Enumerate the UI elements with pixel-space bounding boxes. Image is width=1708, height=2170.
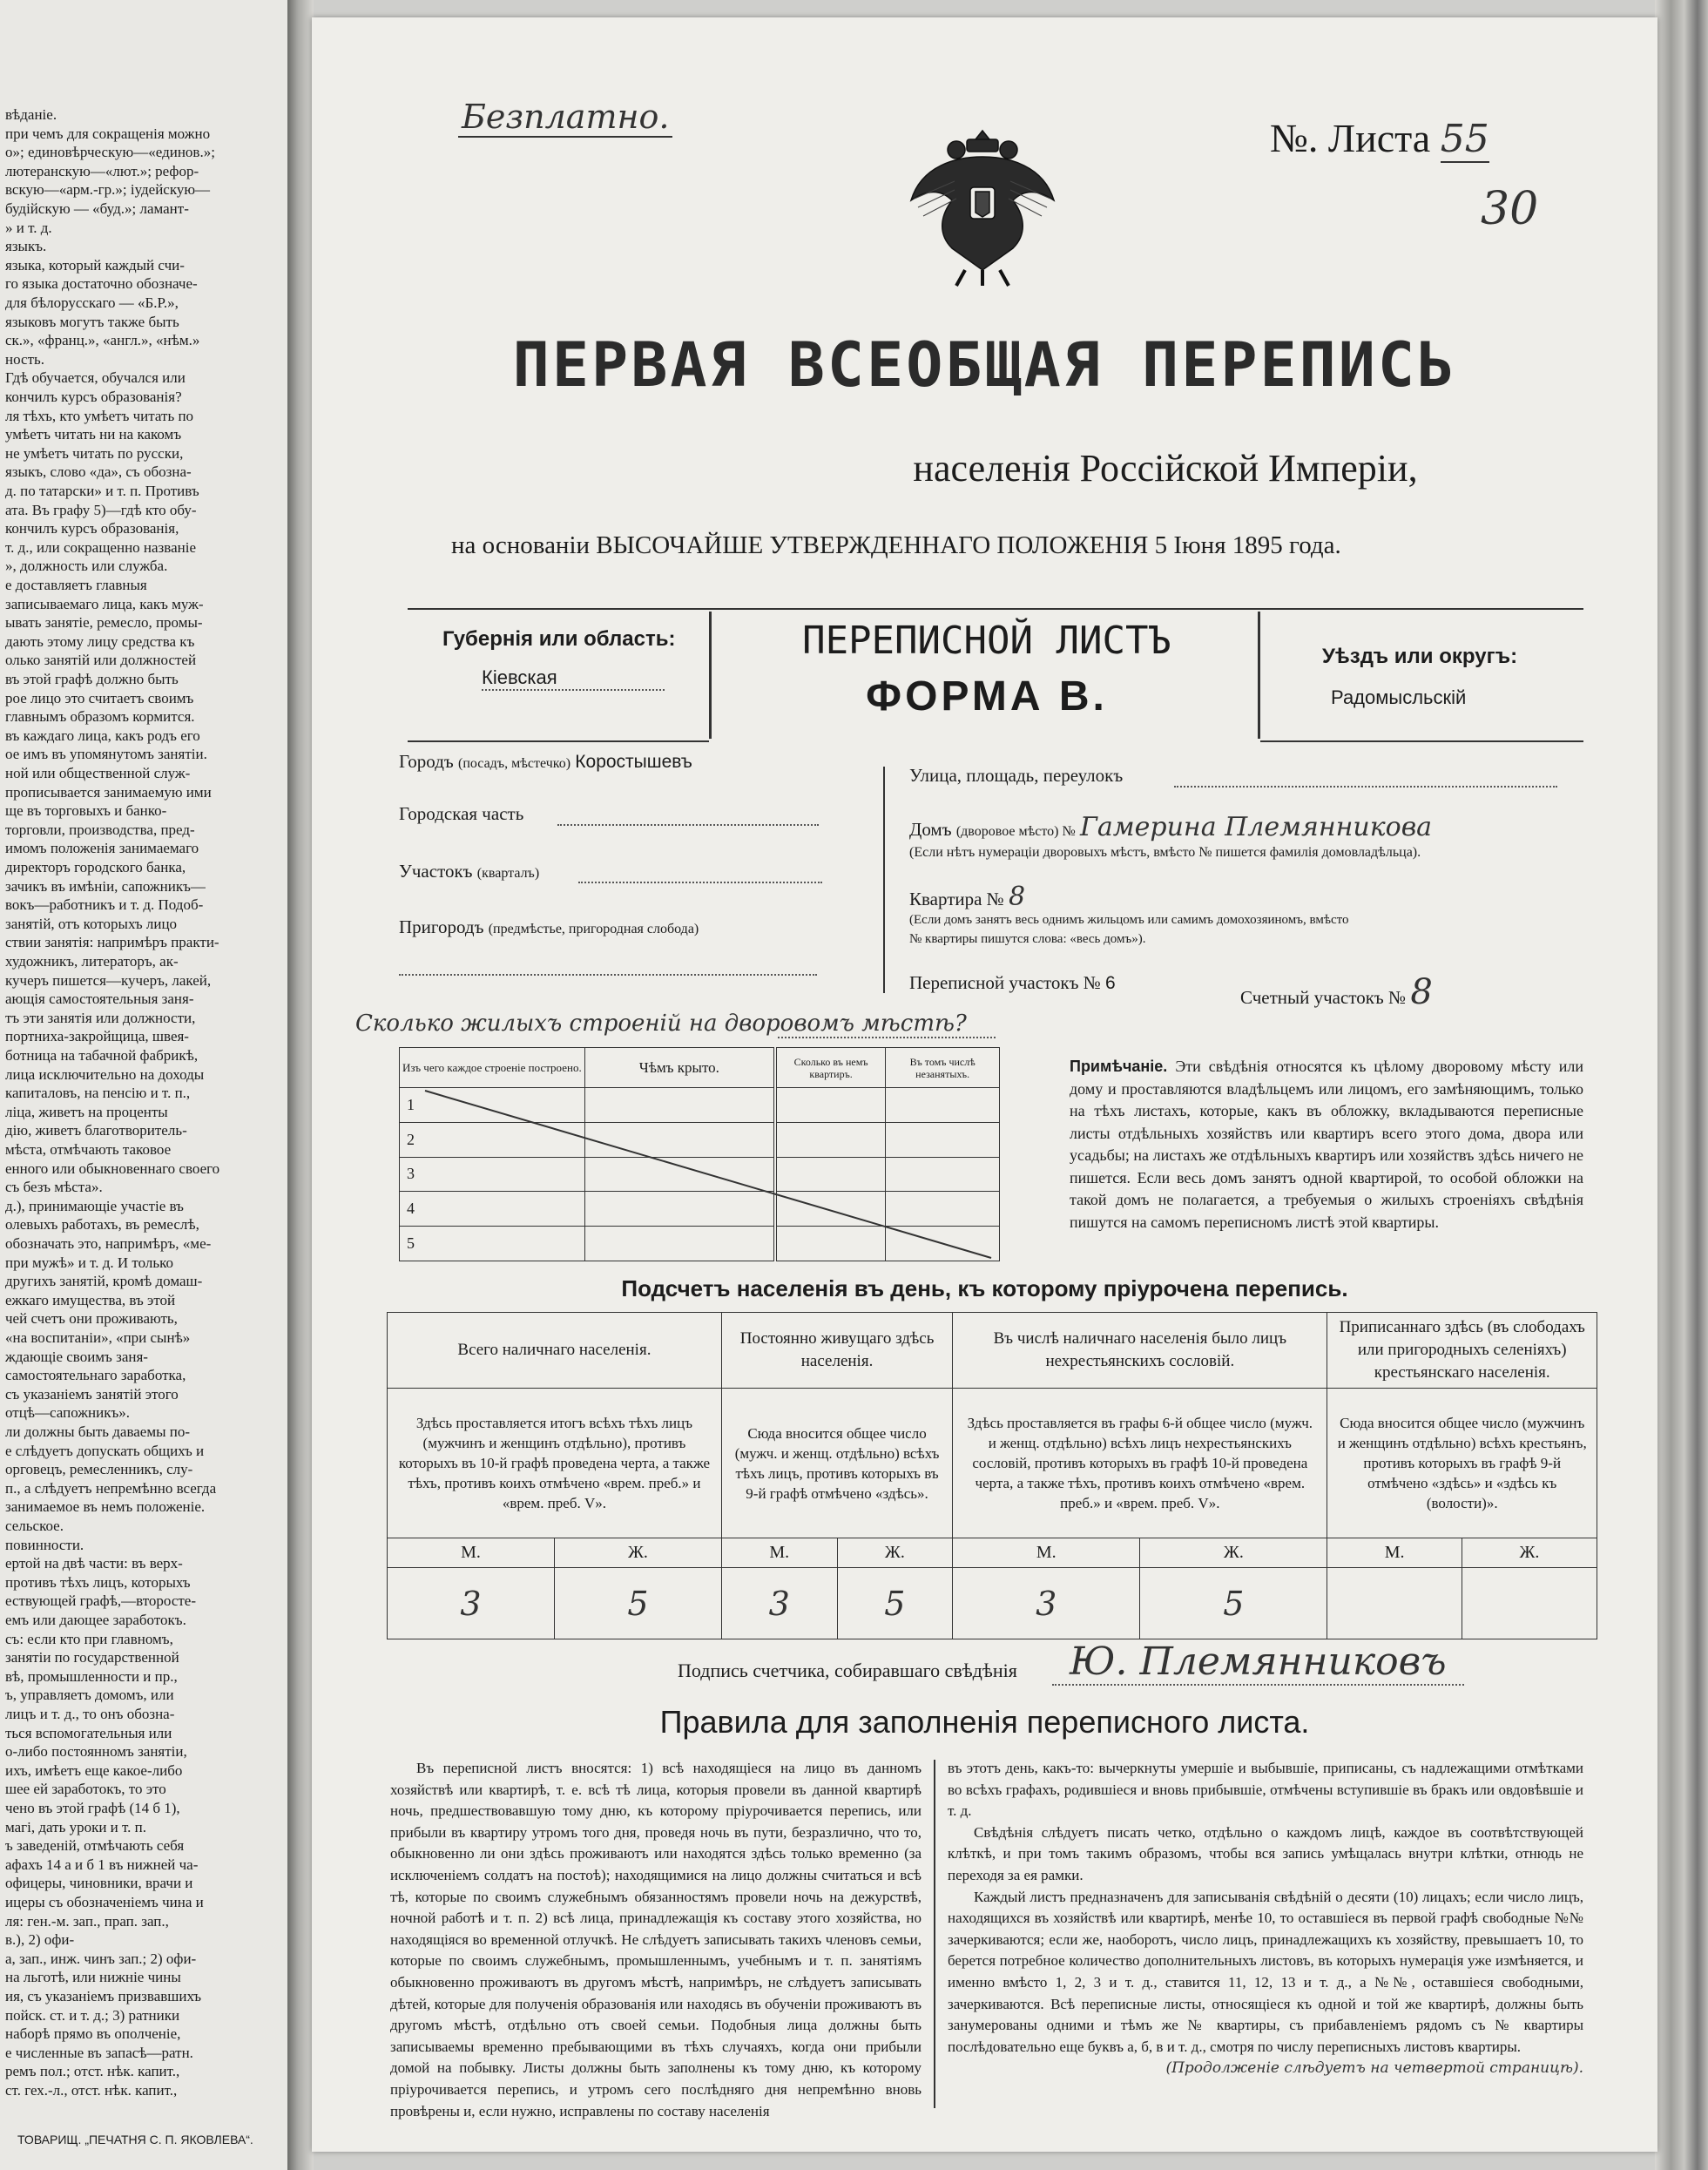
population-col-head: Постоянно живущаго здѣсь населенія. [721, 1313, 952, 1389]
apartment-value: 8 [1008, 882, 1026, 912]
left-page-line: Гдѣ обучается, обучался или [5, 369, 186, 387]
left-page-line: сельское. [5, 1518, 64, 1534]
left-page-line: на льготѣ, или нижніе чины [5, 1969, 181, 1986]
rules-right-paragraph: въ этотъ день, какъ-то: вычеркнуты умершіе и выбывшіе, приписаны, съ надлежащими отмѣтками во всѣхъ графахъ, родившіеся и вновь прибывшіе, отмѣчены вступившіе въ бракъ или овдовѣвшіе и т. д. [948, 1760, 1583, 1820]
left-page-line: пойск. ст. и т. д.; 3) ратники [5, 2006, 180, 2024]
street-label: Улица, площадь, переулокъ [909, 765, 1124, 786]
left-page-line: «на воспитаніи», «при сынѣ» [5, 1329, 191, 1346]
left-page-line: кончилъ курсъ образованія, [5, 520, 179, 537]
left-page-line: ще въ торговыхъ и банко- [5, 802, 167, 820]
suburb-line [399, 974, 817, 976]
apartment-hint-2: № квартиры пишутся слова: «весь домъ»). [909, 932, 1146, 946]
rules-right-paragraph: Свѣдѣнія слѣдуетъ писать четко, отдѣльно о каждомъ лицѣ, каждое въ соотвѣтствующей клѣткѣ, и при томъ такимъ образомъ, чтобы вся запись умѣщалась внутри клѣтки, отнюдь не переходя за ея рамки. [948, 1823, 1583, 1883]
left-page-line: о-либо постоянномъ занятіи, [5, 1743, 187, 1761]
legal-basis: на основаніи ВЫСОЧАЙШЕ УТВЕРЖДЕННАГО ПОЛОЖЕНІЯ 5 Іюня 1895 года. [451, 531, 1341, 559]
form-heading: ПЕРЕПИСНОЙ ЛИСТЪ [802, 619, 1171, 663]
left-page-line: » и т. д. [5, 219, 52, 236]
left-page-line: ст. гех.-л., отст. нѣк. капит., [5, 2082, 178, 2099]
left-page-line: языка, который каждый счи- [5, 256, 185, 274]
printer-imprint: ТОВАРИЩ. „ПЕЧАТНЯ С. П. ЯКОВЛЕВА“. [17, 2133, 253, 2146]
left-page-line: т. д., или сокращенно названіе [5, 538, 196, 556]
left-page-line: ое имъ въ упомянутомъ занятіи. [5, 746, 207, 763]
left-page-strip [0, 0, 290, 2170]
left-page-line: е численные въ запасѣ—ратн. [5, 2044, 193, 2061]
population-col-body: Здѣсь проставляется итогъ всѣхъ тѣхъ лицъ (мужчинъ и женщинъ отдѣльно), противъ которыхъ въ 10-й графѣ проведена черта, а также тѣхъ, противъ коихъ отмѣчено «врем. преб.» и «врем. преб. V». [388, 1389, 722, 1538]
rules-continued: (Продолженіе слѣдуетъ на четвертой страницѣ). [1165, 2059, 1583, 2078]
left-page-line: мѣста, отмѣчають таковое [5, 1141, 172, 1158]
sheet-number [1270, 115, 1489, 161]
left-page-line: », должность или служба. [5, 558, 168, 575]
rules-left-column: Въ переписной листъ вносятся: 1) всѣ находящіеся на лицо въ данномъ хозяйствѣ или квартирѣ, т. е. всѣ тѣ лица, которыя провели въ данной квартирѣ ночь, предшествовавшую тому дню, къ которому пріурочивается перепись, или прибыли въ квартиру утромъ того дня, проведя ночь въ пути, безразлично, что то, обыкновенно ли они здѣсь проживаютъ или находятся здѣсь только временно (за исключеніемъ солдатъ на постоѣ); находящимися на лицо должны считаться и всѣ тѣ, которые по своимъ служебнымъ обязанностямъ провели ночь на дежурствѣ, ночной работѣ и т. п. 2) всѣ лица, принадлежащія къ составу этого хозяйства, но находящіяся во временной отлучкѣ. Не слѣдуетъ записывать такихъ членовъ семьи, которые по своимъ служебнымъ, промышленнымъ, учебнымъ и т. п. занятіямъ обыкновенно проживаютъ въ другомъ мѣстѣ, напримѣръ, не слѣдуетъ записывать дѣтей, которые для полученія образованія или находясь въ обученіи проживаютъ въ другомъ мѣстѣ, отдѣльно отъ своей семьи. Подобныя лица должны быть записываемы временно пребывающими въ тѣхъ случаяхъ, когда они прибыли домой на побывку. Листы должны быть заполнены къ тому дню, къ которому пріурочивается перепись, и утромъ сего послѣдняго дня непремѣнно вновь провѣрены и, если нужно, исправлены по составу населенія [390, 1760, 922, 2119]
left-page-line: при чемъ для сокращенія можно [5, 125, 211, 142]
left-page-line: другихъ занятій, кромѣ домаш- [5, 1273, 203, 1290]
rules-title: Правила для заполненія переписного листа. [659, 1704, 1310, 1740]
population-value-female: 5 [1140, 1568, 1327, 1639]
gubernia-label: Губернія или область: [442, 627, 676, 651]
left-page-line: олевыхъ работахъ, въ ремеслѣ, [5, 1216, 199, 1234]
left-page-line: отцѣ—сапожникъ». [5, 1404, 131, 1422]
buildings-row-number: 5 [400, 1227, 585, 1261]
page-title: ПЕРВАЯ ВСЕОБЩАЯ ПЕРЕПИСЬ [512, 329, 1457, 401]
precinct-note: (кварталъ) [476, 866, 540, 881]
city-part-label: Городская часть [399, 803, 524, 824]
left-page-line: офицеры, чиновники, врачи и [5, 1875, 193, 1892]
census-area-row [909, 972, 1116, 994]
buildings-header: Изъ чего каждое строеніе построено. [400, 1048, 585, 1088]
left-page-line: ной или общественной служ- [5, 765, 191, 781]
left-page-line: о»; единовѣрческую—«единов.»; [5, 144, 215, 161]
left-page-line: емъ или дающее заработокъ. [5, 1612, 186, 1628]
left-page-line: занимаемое въ немъ положеніе. [5, 1498, 206, 1516]
suburb-row [399, 916, 699, 938]
sheet-number-alt: 30 [1481, 183, 1539, 235]
left-page-line: языковъ могутъ также быть [5, 313, 179, 330]
city-note: (посадъ, мѣстечко) [457, 756, 571, 771]
population-col-body: Сюда вносится общее число (мужч. и женщ. отдѣльно) всѣхъ тѣхъ лицъ, противъ которыхъ въ 9-й графѣ отмѣчено «здѣсь». [721, 1389, 952, 1538]
page-gutter [287, 0, 314, 2170]
left-page-line: ежкаго имущества, въ этой [5, 1291, 176, 1308]
left-page-line: ться вспомогательныя или [5, 1724, 172, 1741]
left-page-line: тъ эти занятія или должности, [5, 1009, 196, 1026]
rules-right-paragraph: Каждый листъ предназначенъ для записыванія свѣдѣній о десяти (10) лицахъ; если число лицъ, находящихся въ хозяйствѣ или квартирѣ, менѣе 10, то оставшіеся въ первой графѣ свободные №№ зачеркиваются; если же, наоборотъ, число лицъ, принадлежащихъ къ хозяйству, превышаетъ 10, то берется потребное количество дополнительныхъ листовъ, въ которыхъ нумерація уже измѣняется, и именно вмѣсто 1, 2, 3 и т. д., ставится 11, 12, 13 и т. д., а №№, оставшіеся свободными, зачеркиваются. Всѣ переписные листы, относящіеся къ одной и той же квартирѣ, должны быть занумерованы одними и тѣмъ же № квартиры, съ прибавленіемъ рядомъ съ № квартиры послѣдовательно еще буквъ а, б, в и т. д., смотря по числу переписныхъ листовъ квартиры. [948, 1888, 1583, 2055]
population-value-female: 5 [837, 1568, 953, 1639]
left-page-line: ждающіе своимъ заня- [5, 1348, 148, 1365]
buildings-question: Сколько жилыхъ строеній на дворовомъ мѣстѣ? [355, 1011, 967, 1037]
female-header: Ж. [1140, 1538, 1327, 1568]
left-page-line: при мужѣ» и т. д. И только [5, 1254, 173, 1271]
left-page-line: ли должны быть даваемы по- [5, 1423, 191, 1440]
census-sheet [312, 17, 1657, 2152]
left-page-line: ающія самостоятельныя заня- [5, 990, 194, 1008]
city-value: Коростышевъ [575, 752, 692, 772]
left-page-line: орговецъ, ремесленникъ, слу- [5, 1461, 193, 1478]
form-left-divider [709, 612, 712, 739]
uezd-label: Уѣздъ или округъ: [1322, 645, 1518, 668]
census-area-label: Переписной участокъ № [909, 972, 1101, 993]
left-page-line: главнымъ образомъ кормится. [5, 708, 195, 726]
left-page-line: имомъ положенія занимаемаго [5, 840, 199, 857]
left-page-line: лица исключительно на доходы [5, 1065, 205, 1083]
population-value-female: 5 [554, 1568, 721, 1639]
population-col-body: Сюда вносится общее число (мужчинъ и женщинъ отдѣльно) всѣхъ крестьянъ, противъ которыхъ въ графѣ 9-й отмѣчено «здѣсь» и «здѣсь къ (волости)». [1327, 1389, 1597, 1538]
left-page-line: противъ тѣхъ лицъ, которыхъ [5, 1573, 191, 1591]
left-page-line: ремъ пол.; отст. нѣк. капит., [5, 2063, 180, 2080]
left-page-line: языкъ. [5, 238, 47, 255]
buildings-note-title: Примѣчаніе. [1070, 1058, 1168, 1075]
left-page-line: чей счетъ они проживають, [5, 1310, 178, 1328]
left-page-line: вскую—«арм.-гр.»; іудейскую— [5, 181, 211, 199]
left-page-line: самостоятельнаго заработка, [5, 1367, 186, 1384]
population-value-male [1327, 1568, 1462, 1639]
left-page-line: повинности. [5, 1536, 84, 1553]
left-page-line: афахъ 14 а и б 1 въ нижней ча- [5, 1856, 199, 1873]
left-page-line: ность. [5, 350, 44, 368]
left-page-line: съ указаніемъ занятій этого [5, 1385, 179, 1403]
left-page-line: ск.», «франц.», «англ.», «нѣм.» [5, 332, 200, 349]
buildings-row-number: 3 [400, 1157, 585, 1192]
left-page-line: ліца, живетъ на проценты [5, 1103, 168, 1120]
rules-right-column [948, 1758, 1583, 2077]
buildings-row-number: 2 [400, 1122, 585, 1157]
left-page-line: кончилъ курсъ образованія? [5, 389, 182, 405]
city-part-line [557, 824, 819, 826]
left-page-line: прописывается занимаемую ими [5, 783, 212, 801]
suburb-note: (предмѣстье, пригородная слобода) [488, 922, 699, 936]
left-page-line: зачикъ въ имѣніи, сапожникъ— [5, 877, 206, 895]
free-label: Безплатно. [458, 98, 672, 138]
left-page-line: олько занятій или должностей [5, 652, 197, 669]
left-page-line: вокъ—работникъ и т. д. Подоб- [5, 896, 204, 914]
sheet-number-label: №. Листа [1270, 116, 1431, 160]
left-page-line: въ этой графѣ должно быть [5, 671, 179, 687]
left-page-line: д. по татарски» и т. п. Противъ [5, 483, 199, 499]
buildings-question-line [778, 1037, 996, 1038]
female-header: Ж. [837, 1538, 953, 1568]
left-page-line: занятій, отъ которыхъ лицо [5, 915, 178, 932]
population-value-male: 3 [388, 1568, 555, 1639]
left-page-line: д.), принимающіе участіе въ [5, 1197, 184, 1214]
buildings-header: Сколько въ немъ квартиръ. [775, 1048, 886, 1088]
precinct-line [578, 882, 822, 883]
apartment-row [909, 882, 1025, 912]
left-page-line: ботница на табачной фабрикѣ, [5, 1047, 199, 1064]
population-title: Подсчетъ населенія въ день, къ которому пріурочена перепись. [621, 1275, 1348, 1301]
buildings-strike-line [399, 1047, 1000, 1261]
address-divider [883, 767, 885, 993]
apartment-label: Квартира № [909, 889, 1004, 909]
left-page-line: лицъ и т. д., то онъ обозна- [5, 1706, 175, 1722]
census-area-value: 6 [1105, 973, 1116, 993]
page-subtitle: населенія Россійской Имперіи, [913, 447, 1418, 490]
signature-value: Ю. Племянниковъ [1052, 1639, 1464, 1686]
stacked-page-edges [1655, 0, 1708, 2170]
left-page-line: языкъ, слово «да», съ обозна- [5, 463, 192, 481]
buildings-note [1070, 1056, 1583, 1234]
left-page-line: го языка достаточно обозначе- [5, 275, 198, 293]
left-page-line: лютеранскую—«лют.»; рефор- [5, 162, 199, 179]
female-header: Ж. [554, 1538, 721, 1568]
buildings-header: Чѣмъ крыто. [584, 1048, 775, 1088]
left-page-line: художникъ, литераторъ, ак- [5, 953, 179, 970]
left-page-line: дають этому лицу средства къ [5, 632, 195, 650]
population-table [387, 1312, 1597, 1639]
suburb-label: Пригородъ [399, 916, 484, 937]
population-value-male: 3 [953, 1568, 1140, 1639]
form-top-rule [408, 608, 1583, 610]
left-page-line: капиталовъ, на пенсію и т. п., [5, 1085, 191, 1102]
left-page-line: ертой на двѣ части: въ верх- [5, 1555, 183, 1572]
left-page-line: портниха-закройщица, швея- [5, 1028, 189, 1045]
signature-label: Подпись счетчика, собиравшаго свѣдѣнія [678, 1660, 1017, 1681]
left-page-line: будійскую — «буд.»; ламант- [5, 200, 189, 217]
population-value-female [1462, 1568, 1597, 1639]
left-page-line: ия, съ указаніемъ призвавшихъ [5, 1988, 202, 2004]
left-page-line: не умѣетъ читать по русски, [5, 444, 184, 462]
buildings-row-number: 1 [400, 1088, 585, 1123]
house-hint: (Если нѣтъ нумераціи дворовыхъ мѣстъ, вмѣсто № пишется фамилія домовладѣльца). [909, 845, 1421, 860]
left-page-line: ествующей графѣ,—второсте- [5, 1592, 196, 1610]
count-area-label: Счетный участокъ № [1240, 987, 1407, 1008]
sheet-number-value: 55 [1440, 117, 1489, 161]
count-area-value: 8 [1410, 972, 1433, 1012]
left-page-line: е доставляетъ главныя [5, 577, 147, 593]
city-row [399, 751, 692, 773]
male-header: М. [388, 1538, 555, 1568]
left-page-line: торговли, производства, пред- [5, 821, 195, 838]
left-page-line: съ безъ мѣста». [5, 1179, 103, 1196]
left-page-line: вѣданіе. [5, 106, 57, 123]
population-col-head: Всего наличнаго населенія. [388, 1313, 722, 1389]
male-header: М. [721, 1538, 837, 1568]
left-page-line: занятіи по государственной [5, 1649, 179, 1666]
left-page-line: обозначать это, напримѣръ, «ме- [5, 1235, 212, 1252]
form-right-divider [1258, 612, 1260, 739]
left-page-line: ъ заведеній, отмѣчають себя [5, 1837, 185, 1855]
left-page-line: ихъ, имѣетъ еще какое-либо [5, 1761, 183, 1779]
left-page-line: кучеръ пишется—кучеръ, лакей, [5, 971, 212, 989]
house-note: (дворовое мѣсто) № [955, 824, 1076, 839]
buildings-note-text: Эти свѣдѣнія относятся къ цѣлому дворовому мѣсту или дому и проставляются владѣльцемъ или лицомъ, его замѣняющимъ, только на тѣхъ листахъ, которые, какъ въ обложку, вкладываются переписные листы отдѣльныхъ хозяйствъ или квартиръ всего этого дома, двора или усадьбы; на листахъ же отдѣльныхъ квартиръ или хозяйствъ здѣсь ничего не пишется. Если весь домъ занятъ одной квартирой, то особой обложки на такой домъ не полагается, а требуемыя о жилыхъ строеніяхъ свѣдѣнія пишутся на самомъ переписномъ листѣ этой квартиры. [1070, 1058, 1583, 1231]
precinct-label: Участокъ [399, 861, 473, 882]
population-col-head: Въ числѣ наличнаго населенія было лицъ нехрестьянскихъ сословій. [953, 1313, 1327, 1389]
left-page-line: ицеры съ обозначеніемъ чина и [5, 1894, 204, 1910]
left-page-line: наборѣ прямо въ ополченіе, [5, 2025, 181, 2043]
left-page-line: директоръ городского банка, [5, 859, 186, 875]
gubernia-value: Кіевская [482, 666, 665, 691]
house-row [909, 812, 1432, 842]
left-page-line: в.), 2) офи- [5, 1931, 75, 1949]
rules-column-divider [934, 1760, 935, 2108]
uezd-value: Радомысльскій [1331, 686, 1467, 708]
house-label: Домъ [909, 819, 952, 840]
left-page-line: записываемаго лица, какъ муж- [5, 595, 204, 612]
left-page-line: е слѣдуетъ допускать общихъ и [5, 1442, 205, 1459]
left-page-line: съ: если кто при главномъ, [5, 1630, 173, 1647]
form-label: ФОРМА В. [866, 673, 1108, 720]
female-header: Ж. [1462, 1538, 1597, 1568]
form-left-bottom-rule [408, 740, 709, 742]
left-page-line: шее ей заработокъ, то это [5, 1781, 166, 1798]
population-col-body: Здѣсь проставляется въ графы 6-й общее число (мужч. и женщ. отдѣльно) всѣхъ лицъ нехрестьянскихъ сословій, противъ которыхъ въ графѣ 10-й проведена черта, а также тѣхъ, противъ коихъ отмѣчено «врем. преб.» и «врем. преб. V». [953, 1389, 1327, 1538]
left-page-line: вѣ, промышленности и пр., [5, 1667, 178, 1685]
left-page-line: п., а слѣдуетъ непремѣнно всегда [5, 1479, 217, 1497]
left-page-line: ывать занятіе, ремесло, промы- [5, 614, 203, 632]
city-label: Городъ [399, 751, 454, 772]
house-value: Гамерина Племянникова [1080, 812, 1433, 842]
left-page-line: чено въ этой графѣ (14 б 1), [5, 1800, 180, 1816]
left-page-line: ля тѣхъ, кто умѣетъ читать по [5, 407, 194, 424]
male-header: М. [953, 1538, 1140, 1568]
left-page-line: ата. Въ графу 5)—гдѣ кто обу- [5, 501, 197, 518]
left-page-line: дію, живетъ благотворитель- [5, 1122, 187, 1139]
buildings-row-number: 4 [400, 1192, 585, 1227]
left-page-line: ствии занятія: напримѣръ практи- [5, 934, 219, 951]
precinct-row [399, 861, 539, 882]
left-page-line: а, зап., инж. чинъ зап.; 2) офи- [5, 1950, 197, 1967]
apartment-hint-1: (Если домъ занятъ весь однимъ жильцомъ или самимъ домохозяиномъ, вмѣсто [909, 913, 1349, 927]
buildings-header: Въ томъ числѣ незанятыхъ. [886, 1048, 1000, 1088]
left-page-line: въ каждаго лица, какъ родъ его [5, 727, 200, 744]
left-page-line: магі, дать уроки и т. п. [5, 1818, 147, 1835]
form-right-bottom-rule [1260, 740, 1583, 742]
street-line [1174, 786, 1557, 788]
left-page-line: умѣетъ читать ни на какомъ [5, 426, 182, 443]
left-page-line: рое лицо это считаетъ своимъ [5, 689, 194, 706]
left-page-line: енного или обыкновеннаго своего [5, 1159, 220, 1177]
male-header: М. [1327, 1538, 1462, 1568]
population-value-male: 3 [721, 1568, 837, 1639]
count-area-row [1240, 972, 1433, 1012]
left-page-line: для бѣлорусскаго — «Б.Р.», [5, 294, 179, 311]
population-col-head: Приписаннаго здѣсь (въ слободахъ или пригородныхъ селеніяхъ) крестьянскаго населенія. [1327, 1313, 1597, 1389]
left-page-line: ля: ген.-м. зап., прап. зап., [5, 1912, 169, 1930]
left-page-line: ъ, управляетъ домомъ, или [5, 1687, 174, 1704]
double-headed-eagle-icon [904, 105, 1061, 287]
